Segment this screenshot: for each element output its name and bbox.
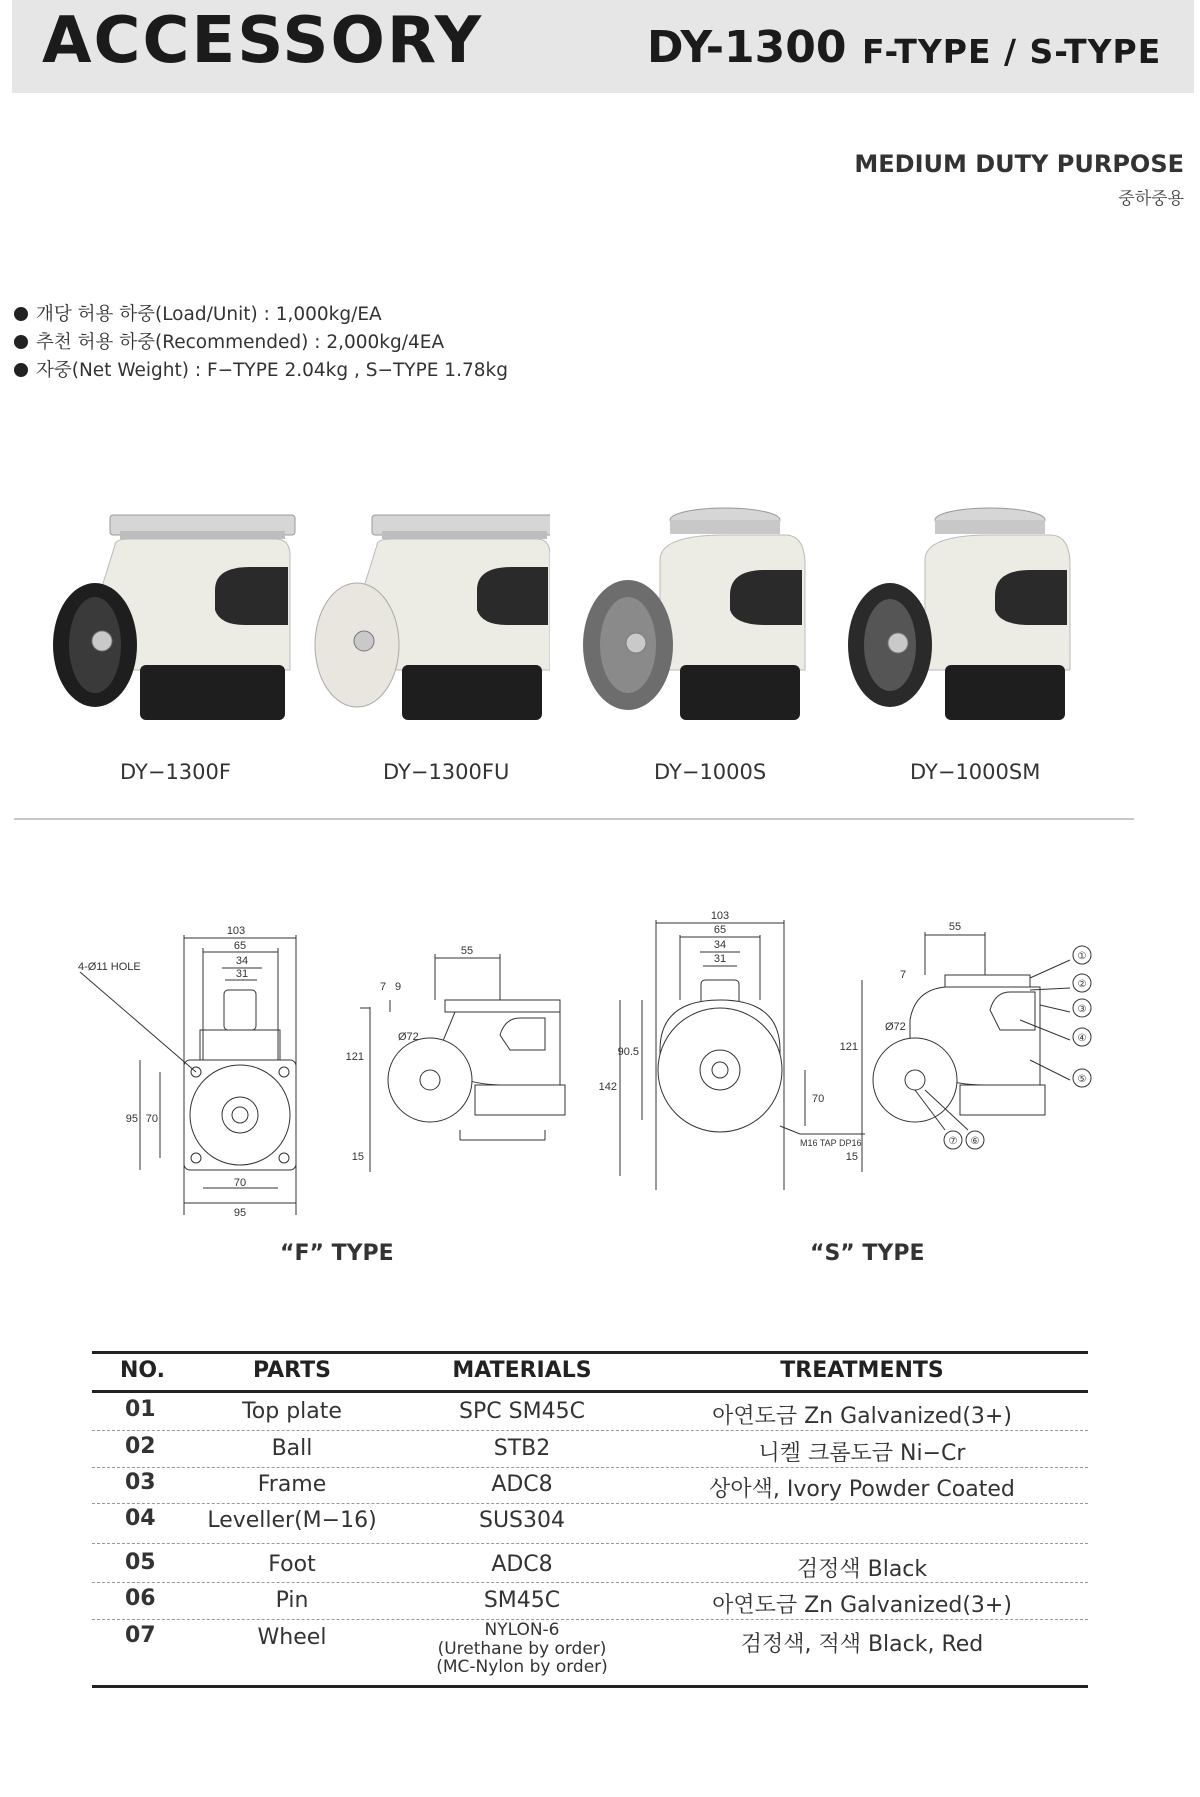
- f-type-side-view: [360, 954, 565, 1172]
- dim-label: 34: [713, 939, 727, 951]
- row-part: Pin: [275, 1588, 309, 1613]
- row-material: SM45C: [483, 1588, 561, 1613]
- row-material-note: (MC-Nylon by order): [436, 1657, 608, 1677]
- dim-label: Ø72: [398, 1031, 419, 1043]
- dim-label: 9: [395, 981, 402, 993]
- row-no: 06: [125, 1586, 156, 1611]
- dim-label: 121: [839, 1041, 858, 1053]
- product-caption: DY−1000S: [654, 760, 767, 784]
- s-type-caption: “S” TYPE: [810, 1241, 925, 1266]
- dim-label: Ø72: [885, 1021, 906, 1033]
- col-header-materials: MATERIALS: [452, 1358, 592, 1383]
- callout-2: ②: [1077, 979, 1087, 990]
- spec-item: 개당 허용 하중(Load/Unit) : 1,000kg/EA: [14, 301, 508, 329]
- row-divider: [92, 1430, 1088, 1431]
- callout-3: ③: [1077, 1004, 1087, 1015]
- row-part: Top plate: [242, 1399, 342, 1424]
- row-no: 05: [125, 1550, 156, 1575]
- model-number: DY-1300: [647, 22, 847, 73]
- table-rule: [92, 1351, 1088, 1354]
- row-material: NYLON-6: [484, 1620, 560, 1640]
- row-divider: [92, 1619, 1088, 1620]
- bullet-icon: [14, 307, 28, 321]
- callout-1: ①: [1077, 951, 1087, 962]
- row-material: SUS304: [478, 1508, 566, 1533]
- dim-label: 95: [125, 1113, 138, 1125]
- callout-4: ④: [1077, 1033, 1087, 1044]
- spec-item: 자중(Net Weight) : F−TYPE 2.04kg , S−TYPE 1.78kg: [14, 357, 508, 385]
- f-type-caption: “F” TYPE: [280, 1241, 394, 1266]
- row-divider: [92, 1503, 1088, 1504]
- dim-label: 31: [235, 968, 249, 980]
- row-part: Wheel: [257, 1625, 327, 1650]
- product-caption: DY−1000SM: [910, 760, 1041, 784]
- row-treatment: 상아색, Ivory Powder Coated: [709, 1477, 1015, 1502]
- row-no: 01: [125, 1397, 156, 1422]
- technical-drawing: [0, 890, 1200, 1220]
- row-material: SPC SM45C: [459, 1399, 585, 1424]
- dim-label: 70: [233, 1177, 247, 1189]
- dim-label: 65: [233, 940, 247, 952]
- dim-label: 121: [345, 1051, 364, 1063]
- dim-label: 34: [235, 955, 249, 967]
- dim-label: 7: [380, 981, 387, 993]
- spec-list: [14, 301, 508, 385]
- divider: [14, 818, 1134, 820]
- s-type-front-view: [617, 920, 865, 1190]
- row-no: 02: [125, 1434, 156, 1459]
- dim-label: 55: [460, 945, 474, 957]
- product-caption: DY−1300F: [120, 760, 231, 784]
- row-no: 03: [125, 1470, 156, 1495]
- row-divider: [92, 1467, 1088, 1468]
- row-part: Leveller(M−16): [207, 1508, 377, 1533]
- dim-label: 95: [233, 1207, 247, 1219]
- dim-label: 103: [226, 925, 246, 937]
- tap-label: M16 TAP DP16: [800, 1138, 862, 1148]
- row-no: 04: [125, 1506, 156, 1531]
- col-header-treatments: TREATMENTS: [780, 1358, 944, 1383]
- caster-photo-sm: [845, 505, 1095, 730]
- dim-label: 15: [845, 1151, 858, 1163]
- row-treatment: 니켈 크롬도금 Ni−Cr: [758, 1441, 966, 1466]
- callout-5: ⑤: [1077, 1074, 1087, 1085]
- table-rule: [92, 1390, 1088, 1393]
- dim-label: 31: [713, 953, 727, 965]
- dim-label: 55: [948, 921, 962, 933]
- caster-photo-f: [50, 505, 300, 730]
- callout-7: ⑦: [948, 1136, 958, 1147]
- row-treatment: 검정색 Black: [796, 1557, 928, 1582]
- dim-label: 70: [812, 1093, 825, 1105]
- table-rule: [92, 1685, 1088, 1688]
- purpose-block: [854, 150, 1184, 209]
- row-divider: [92, 1543, 1088, 1544]
- dim-label: 7: [900, 969, 907, 981]
- dim-label: 15: [351, 1151, 364, 1163]
- dim-label: 70: [145, 1113, 158, 1125]
- product-caption: DY−1300FU: [383, 760, 510, 784]
- row-treatment: 아연도금 Zn Galvanized(3+): [712, 1404, 1012, 1429]
- f-type-top-view: [80, 935, 296, 1215]
- caster-photo-s: [580, 505, 830, 730]
- dim-label: 90.5: [617, 1046, 639, 1058]
- callout-6: ⑥: [970, 1136, 980, 1147]
- model-types: F-TYPE / S-TYPE: [862, 32, 1162, 71]
- row-part: Ball: [271, 1436, 313, 1461]
- bullet-icon: [14, 335, 28, 349]
- row-part: Foot: [268, 1552, 316, 1577]
- caster-photo-fu: [300, 505, 550, 730]
- row-material: STB2: [493, 1436, 551, 1461]
- col-header-parts: PARTS: [253, 1358, 331, 1383]
- col-header-no: NO.: [120, 1358, 165, 1383]
- spec-item: 추천 허용 하중(Recommended) : 2,000kg/4EA: [14, 329, 508, 357]
- dim-label: 65: [713, 924, 727, 936]
- dim-label: 103: [710, 910, 730, 922]
- dim-label: 142: [598, 1081, 617, 1093]
- row-treatment: 검정색, 적색 Black, Red: [740, 1632, 984, 1657]
- purpose-en: MEDIUM DUTY PURPOSE: [854, 150, 1184, 178]
- row-no: 07: [125, 1623, 156, 1648]
- page-title: ACCESSORY: [42, 4, 484, 78]
- purpose-ko: 중하중용: [1118, 189, 1184, 209]
- row-treatment: 아연도금 Zn Galvanized(3+): [712, 1593, 1012, 1618]
- row-material-note: (Urethane by order): [437, 1639, 607, 1659]
- header-bar: [12, 0, 1194, 93]
- row-material: ADC8: [491, 1552, 553, 1577]
- bullet-icon: [14, 363, 28, 377]
- row-divider: [92, 1582, 1088, 1583]
- row-material: ADC8: [491, 1472, 553, 1497]
- row-part: Frame: [257, 1472, 327, 1497]
- hole-label: 4-Ø11 HOLE: [78, 961, 141, 973]
